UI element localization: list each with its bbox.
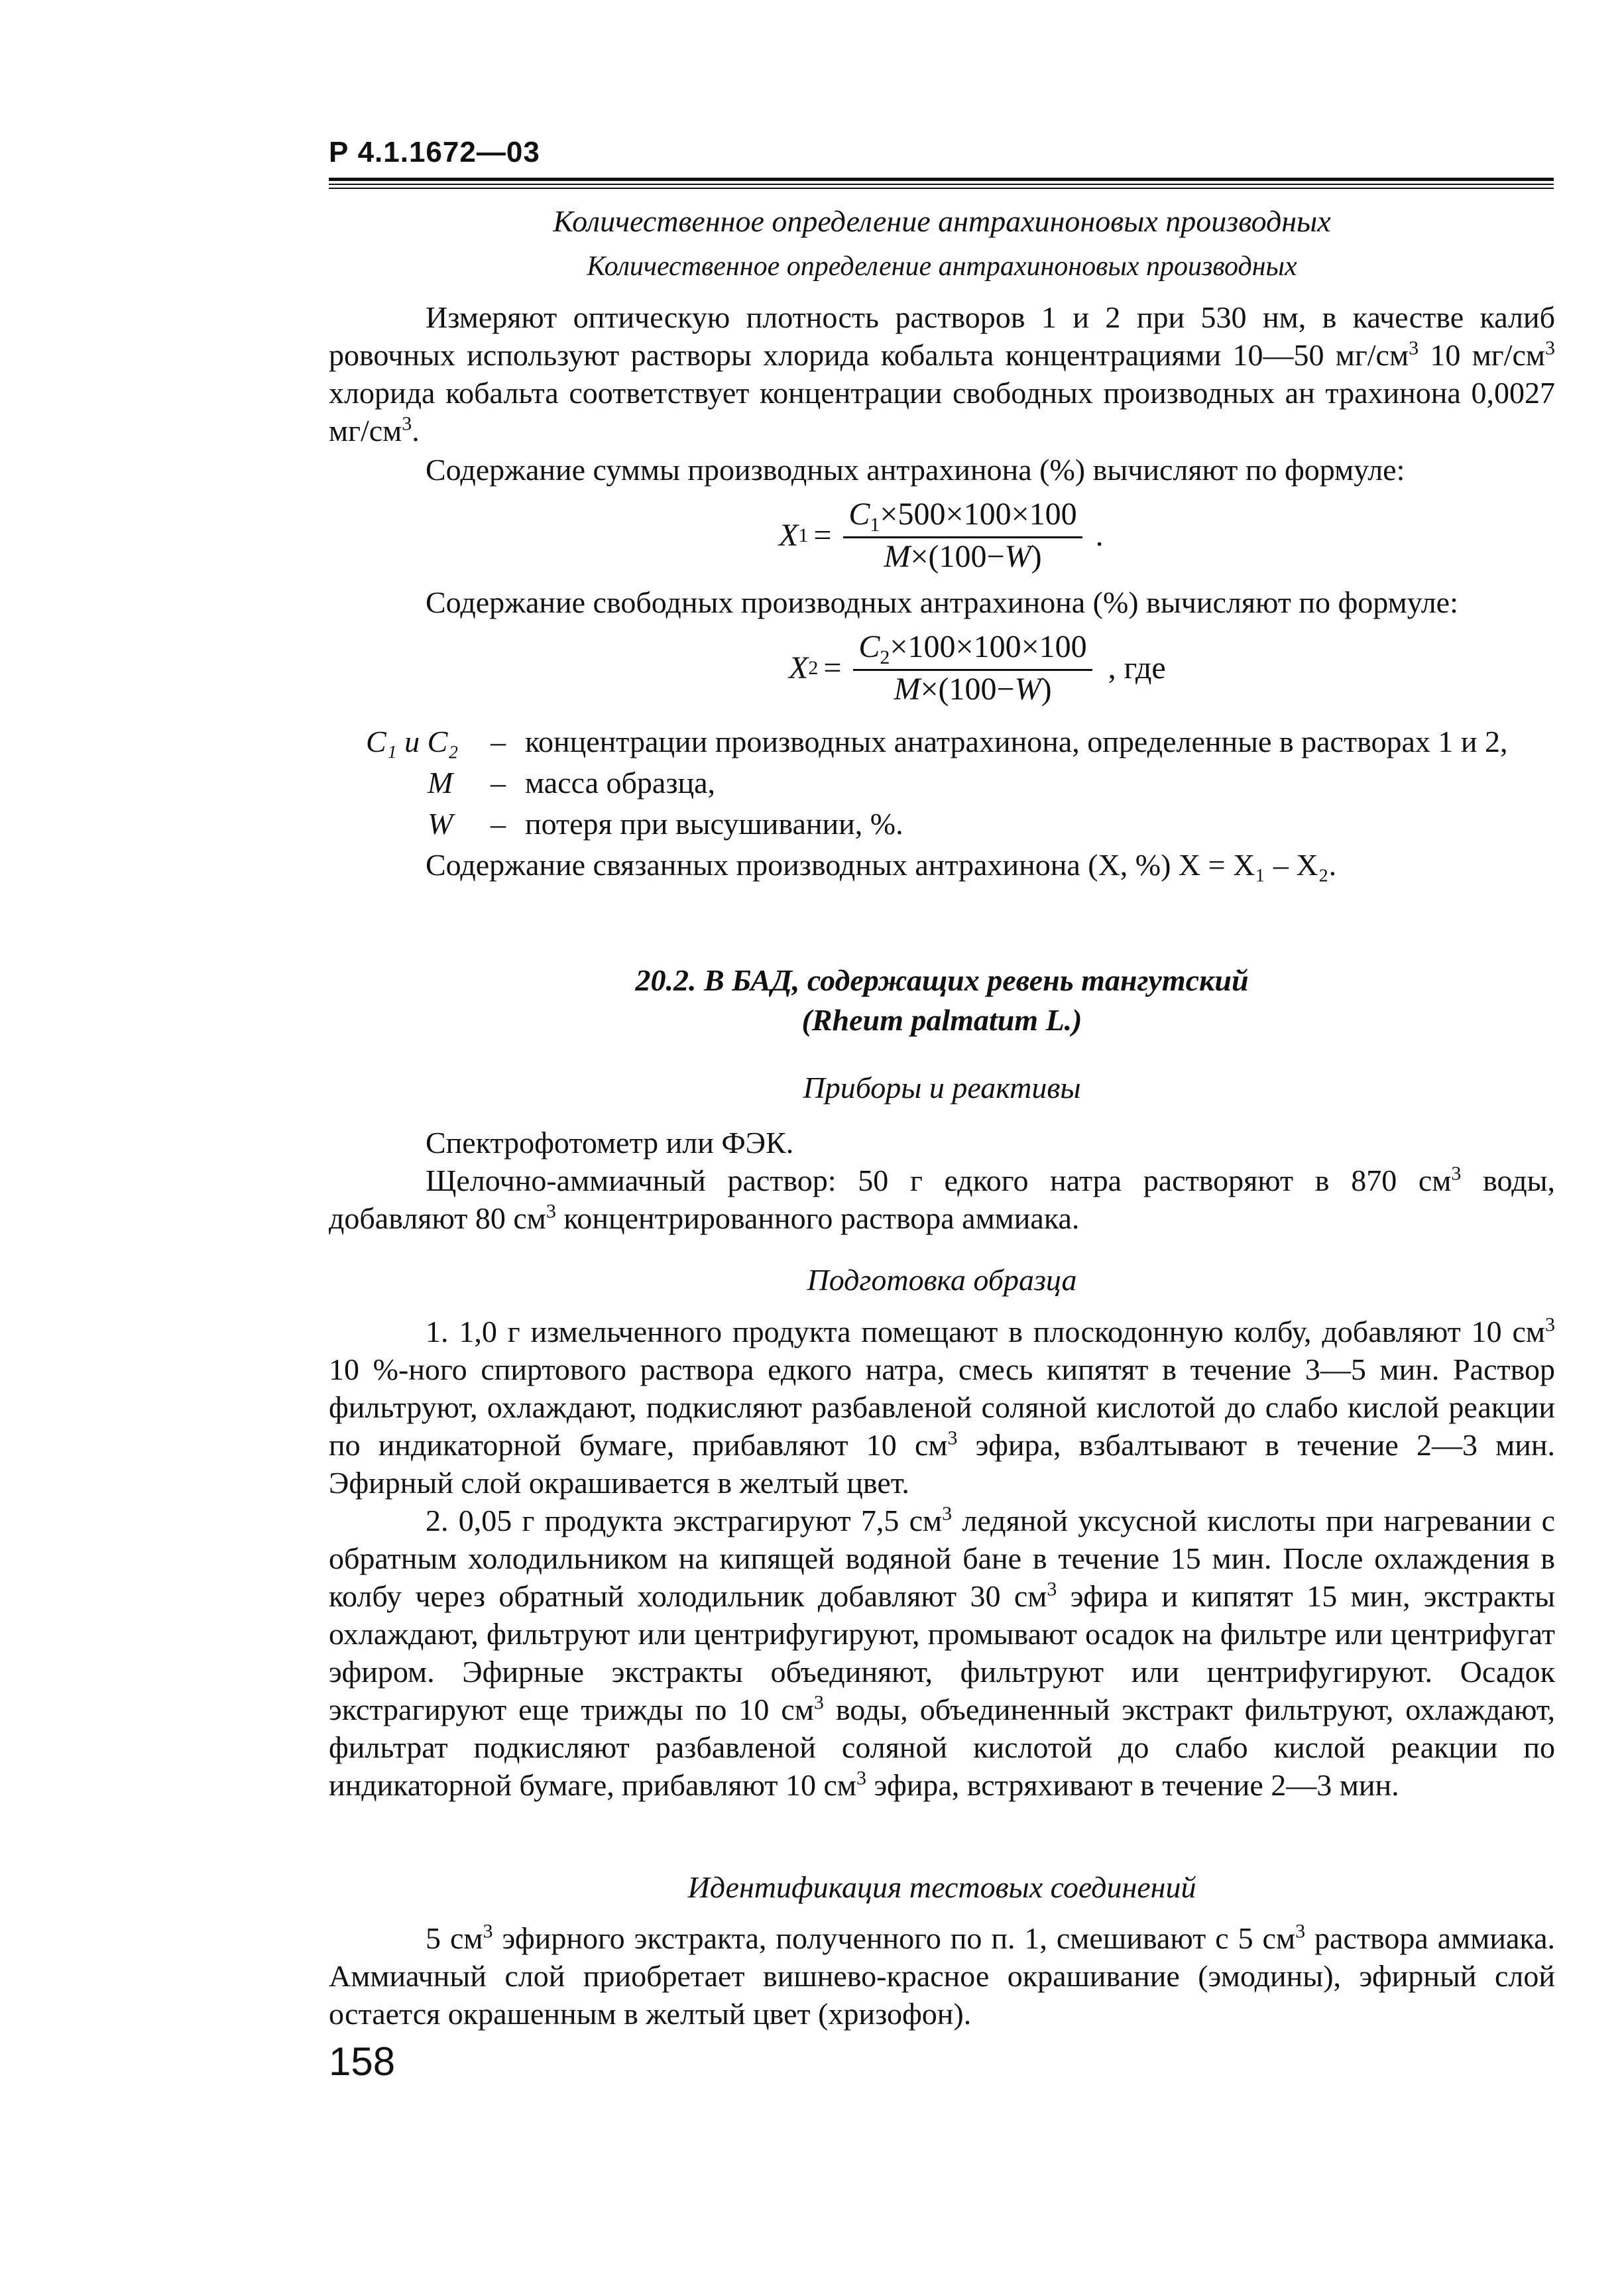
page-number: 158 <box>329 2039 396 2084</box>
header-rule <box>329 184 1554 185</box>
formula-x2: X 2 = $\frac{C_2\times 100\times 100\times 100}{M\times(100-W)}$ , где <box>789 629 1166 707</box>
def-dash: – <box>491 725 506 758</box>
document-code: Р 4.1.1672—03 <box>329 136 540 168</box>
paragraph: 2. 0,05 г продукта экстрагируют 7,5 $см^3$ ледяной уксусной кислоты при нагревании с обратным холодильником на кипящей водяной бане в течение 15 мин. После охлаждения в колбу через обратный холодильник добавляют 30 $см^3$ эфира и кипятят 15 мин, экстракты охлаждают, фильтруют или центрифугируют, промывают осадок на фильтре или центрифугат эфиром. Эфирные экстракты объединяют, фильтруют или центрифугируют. Осадок экстрагируют еще трижды по 10 $см^3$ воды, объединенный экстракт фильтруют, охлаждают, фильтрат подкисляют разбавленой соляной кислотой до слабо кислой реакции по индикаторной бумаге, прибавляют 10 $см^3$ эфира, встряхивают в течение 2—3 мин. <box>329 1502 1555 1802</box>
def-text: концентрации производных анатрахинона, определенные в растворах 1 и 2, <box>525 725 1508 758</box>
def-text: масса образца, <box>525 766 716 800</box>
def-symbol: M <box>428 766 453 800</box>
def-symbol: C₁ и C₂ <box>366 725 459 758</box>
paragraph: 1. 1,0 г измельченного продукта помещают в плоскодонную колбу, добавляют 10 $см^3$ 10 %-ного спиртового раствора едкого натра, смесь кипятят в течение 3—5 мин. Раствор фильтруют, охлаждают, подкисляют разбавленой соляной кислотой до слабо кислой реакции по индикаторной бумаге, прибавляют 10 $см^3$ эфира, взбалтывают в течение 2—3 мин. Эфирный слой окрашивается в желтый цвет. <box>329 1313 1555 1500</box>
def-symbol: W <box>428 807 453 841</box>
subsection-heading: Подготовка образца <box>807 1263 1077 1297</box>
subsection-heading: Идентификация тестовых соединений <box>687 1870 1196 1904</box>
paragraph: Содержание суммы производных антрахинона (%) вычисляют по формуле: <box>426 453 1405 487</box>
formula-x1: X 1 = $\frac{C_1\times 500\times 100\times 100}{M\times(100-W)}$ . <box>779 497 1104 574</box>
section-title-latin: (Rheum palmatum L.) <box>801 1003 1082 1037</box>
paragraph: Содержание связанных производных антрахинона (X, %) X = X₁ – X₂. <box>426 848 1337 882</box>
paragraph: 5 $см^3$ эфирного экстракта, полученного по п. 1, смешивают с 5 $см^3$ раствора аммиака. Аммиачный слой приобретает вишнево-красное окрашивание (эмодины), эфирный слой остается окрашенным в желтый цвет (хризофон). <box>329 1920 1556 2031</box>
def-text: потеря при высушивании, %. <box>525 807 903 841</box>
section-heading-repeat: Количественное определение антрахиноновых производных <box>587 251 1297 282</box>
def-dash: – <box>491 807 506 841</box>
paragraph: Спектрофотометр или ФЭК. <box>426 1126 794 1160</box>
header-rule <box>329 178 1554 181</box>
section-heading: Количественное определение антрахиноновых производных <box>553 204 1331 238</box>
header-rule <box>329 188 1554 189</box>
subsection-heading: Приборы и реактивы <box>803 1071 1081 1105</box>
def-dash: – <box>491 766 506 800</box>
paragraph: Щелочно-аммиачный раствор: 50 г едкого натра растворяют в 870 $см^3$ воды, добавляют 80 $см^3$ концентрированного раствора аммиака. <box>329 1162 1555 1235</box>
paragraph: Измеряют оптическую плотность растворов 1 и 2 при 530 нм, в качестве калиб ровочных используют растворы хлорида кобальта концентрациями 10—50 $мг/см^3$ 10 $мг/см^3$ хлорида кобальта соответствует концентрации свободных производных ан трахинона 0,0027 $мг/см^3$. <box>329 300 1555 448</box>
section-title: 20.2. В БАД, содержащих ревень тангутский <box>635 963 1249 997</box>
paragraph: Содержание свободных производных антрахинона (%) вычисляют по формуле: <box>426 585 1458 619</box>
